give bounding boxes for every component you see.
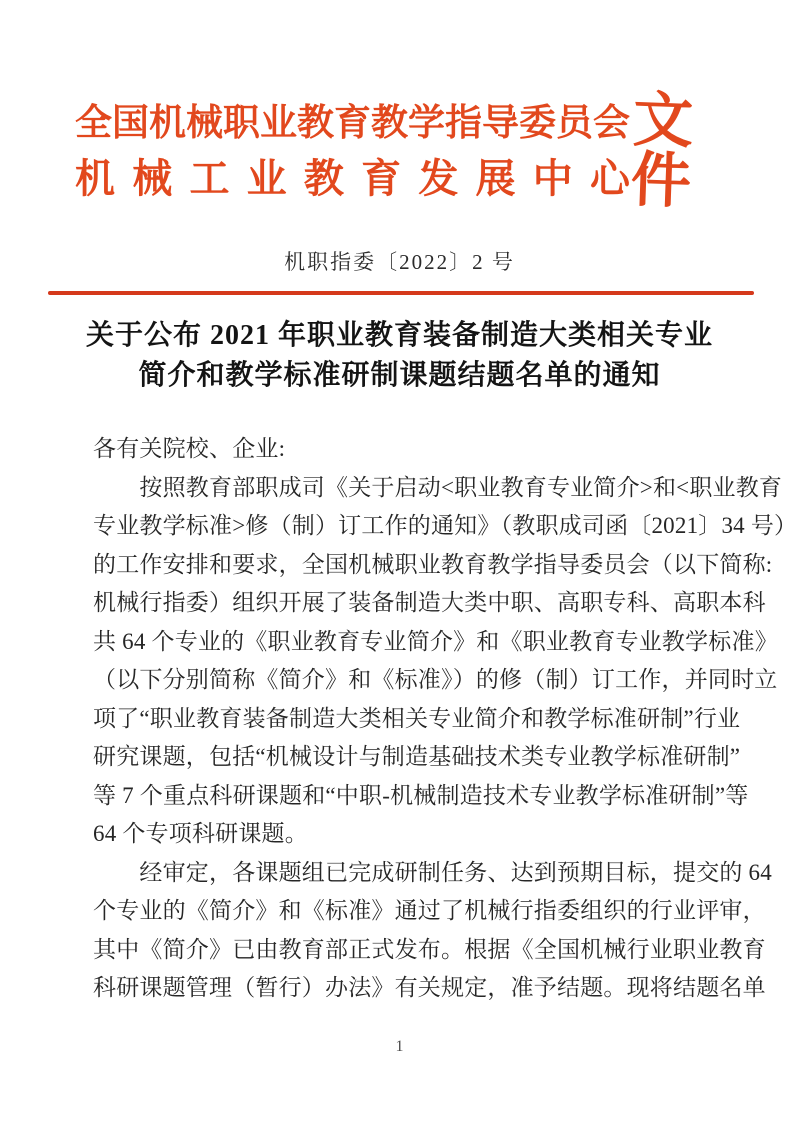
org-name-char: 教 (303, 156, 344, 201)
org-name-char: 委 (519, 103, 556, 144)
org-name-char: 员 (556, 103, 593, 144)
org-names (75, 97, 630, 207)
body-line: 研究课题，包括“机械设计与制造基础技术类专业教学标准研制” (93, 744, 741, 769)
page-number: 1 (395, 1038, 404, 1055)
org-name-line1 (75, 97, 630, 151)
body-line: 共 64 个专业的《职业教育专业简介》和《职业教育专业教学标准》 (93, 628, 778, 654)
document-title (40, 316, 759, 396)
org-name-char: 会 (593, 103, 630, 144)
body-line: 项了“职业教育装备制造大类相关专业简介和教学标准研制”行业 (93, 705, 741, 731)
org-name-char: 全 (75, 103, 112, 144)
body-line: 的工作安排和要求，全国机械职业教育教学指导委员会（以下简称: (93, 551, 773, 577)
letterhead (75, 87, 747, 216)
document-body (93, 430, 798, 1008)
org-name-char: 械 (186, 103, 223, 144)
body-line: 其中《简介》已由教育部正式发布。根据《全国机械行业职业教育 (93, 936, 766, 962)
org-name-char: 心 (589, 156, 630, 201)
org-name-char: 学 (408, 103, 445, 144)
red-divider-line (48, 291, 754, 295)
org-name-char: 械 (132, 156, 173, 201)
org-name-char: 中 (532, 156, 573, 201)
body-line: 机械行指委）组织开展了装备制造大类中职、高职专科、高职本科 (93, 590, 766, 615)
body-line: 个专业的《简介》和《标准》通过了机械行指委组织的行业评审， (93, 898, 766, 923)
org-name-char: 育 (361, 156, 402, 201)
body-line: 按照教育部职成司《关于启动<职业教育专业简介>和<职业教育 (93, 474, 783, 500)
org-name-char: 机 (149, 103, 186, 144)
org-name-char: 机 (75, 156, 115, 201)
body-line: 经审定，各课题组已完成研制任务、达到预期目标，提交的 64 (93, 859, 772, 885)
body-line: （以下分别简称《简介》和《标准》）的修（制）订工作，并同时立 (93, 667, 778, 692)
body-line: 各有关院校、企业: (93, 436, 286, 461)
org-name-char: 导 (482, 103, 519, 144)
document-title-line1: 关于公布 2021 年职业教育装备制造大类相关专业 (85, 320, 713, 351)
org-name-char: 职 (223, 103, 260, 144)
org-name-char: 教 (297, 103, 334, 144)
org-name-char: 国 (112, 103, 149, 144)
body-line: 64 个专项科研课题。 (93, 821, 308, 846)
body-line: 科研课题管理（暂行）办法》有关规定，准予结题。现将结题名单 (93, 975, 766, 1000)
document-title-line2: 简介和教学标准研制课题结题名单的通知 (138, 360, 661, 391)
org-name-char: 发 (418, 156, 459, 201)
document-number: 机职指委〔2022〕2 号 (284, 250, 515, 274)
org-name-char: 业 (246, 156, 287, 201)
org-name-char: 教 (371, 103, 408, 144)
org-name-char: 工 (189, 156, 230, 201)
body-line: 等 7 个重点科研课题和“中职-机械制造技术专业教学标准研制”等 (93, 782, 749, 808)
org-name-char: 指 (445, 103, 482, 144)
org-name-char: 业 (260, 103, 297, 144)
org-name-char: 育 (334, 103, 371, 144)
letterhead-document-word: 文件 (629, 87, 697, 216)
org-name-line2 (75, 151, 630, 207)
body-line: 专业教学标准>修（制）订工作的通知》（教职成司函〔2021〕34 号） (93, 513, 798, 538)
org-name-char: 展 (475, 156, 516, 201)
